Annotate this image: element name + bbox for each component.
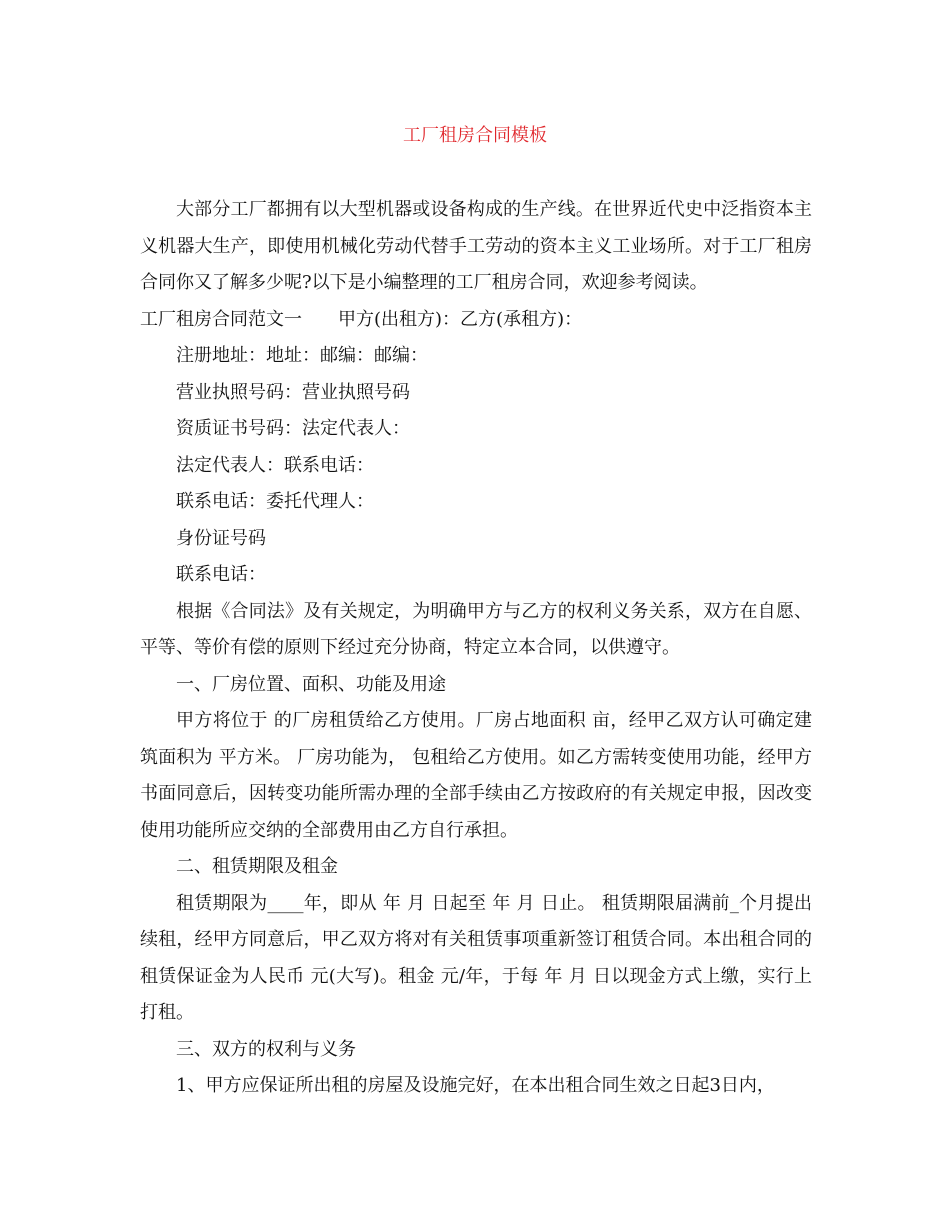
section-1-heading: 一、厂房位置、面积、功能及用途 xyxy=(176,673,446,695)
parties-line: 甲方(出租方)：乙方(承租方)： xyxy=(338,308,583,330)
section-2-heading: 二、租赁期限及租金 xyxy=(176,856,338,877)
contract-sample-title: 工厂租房合同范文一 xyxy=(140,308,302,330)
section-3-heading: 三、双方的权利与义务 xyxy=(176,1038,356,1060)
phone-line: 联系电话： xyxy=(176,564,266,585)
intro-paragraph: 大部分工厂都拥有以大型机器或设备构成的生产线。在世界近代史中泛指资本主义机器大生产，即使用机械化劳动代替手工劳动的资本主义工业场所。对于工厂租房合同你又了解多少呢?以下是小编整理的工厂租房合同，欢迎参考阅读。 xyxy=(140,199,812,293)
preamble-paragraph: 根据《合同法》及有关规定，为明确甲方与乙方的权利义务关系，双方在自愿、平等、等价有偿的原则下经过充分协商，特定立本合同，以供遵守。 xyxy=(140,600,812,658)
id-number-line: 身份证号码 xyxy=(176,527,266,549)
section-3-item-1: 1、甲方应保证所出租的房屋及设施完好，在本出租合同生效之日起3日内， xyxy=(176,1075,775,1096)
document-body xyxy=(140,192,812,1105)
representative-line: 法定代表人：联系电话： xyxy=(176,454,374,476)
contract-heading-line xyxy=(140,302,812,339)
address-line: 注册地址：地址：邮编：邮编： xyxy=(176,345,428,366)
certificate-line: 资质证书号码：法定代表人： xyxy=(176,418,410,439)
document-title: 工厂租房合同模板 xyxy=(403,125,547,146)
phone-agent-line: 联系电话：委托代理人： xyxy=(176,491,374,512)
section-2-paragraph: 租赁期限为____年，即从 年 月 日起至 年 月 日止。 租赁期限届满前_个月提出续租，经甲方同意后，甲乙双方将对有关租赁事项重新签订租赁合同。本出租合同的租赁保证金为人民币 元(大写)。租金 元/年，于每 年 月 日以现金方式上缴，实行上打租。 xyxy=(140,892,812,1023)
section-1-paragraph: 甲方将位于 的厂房租赁给乙方使用。厂房占地面积 亩，经甲乙双方认可确定建筑面积为 平方米。 厂房功能为， 包租给乙方使用。如乙方需转变使用功能，经甲方书面同意后，因转变功能所需办理的全部手续由乙方按政府的有关规定申报，因改变使用功能所应交纳的全部费用由乙方自行承担。 xyxy=(140,710,812,841)
license-line: 营业执照号码：营业执照号码 xyxy=(176,381,410,403)
